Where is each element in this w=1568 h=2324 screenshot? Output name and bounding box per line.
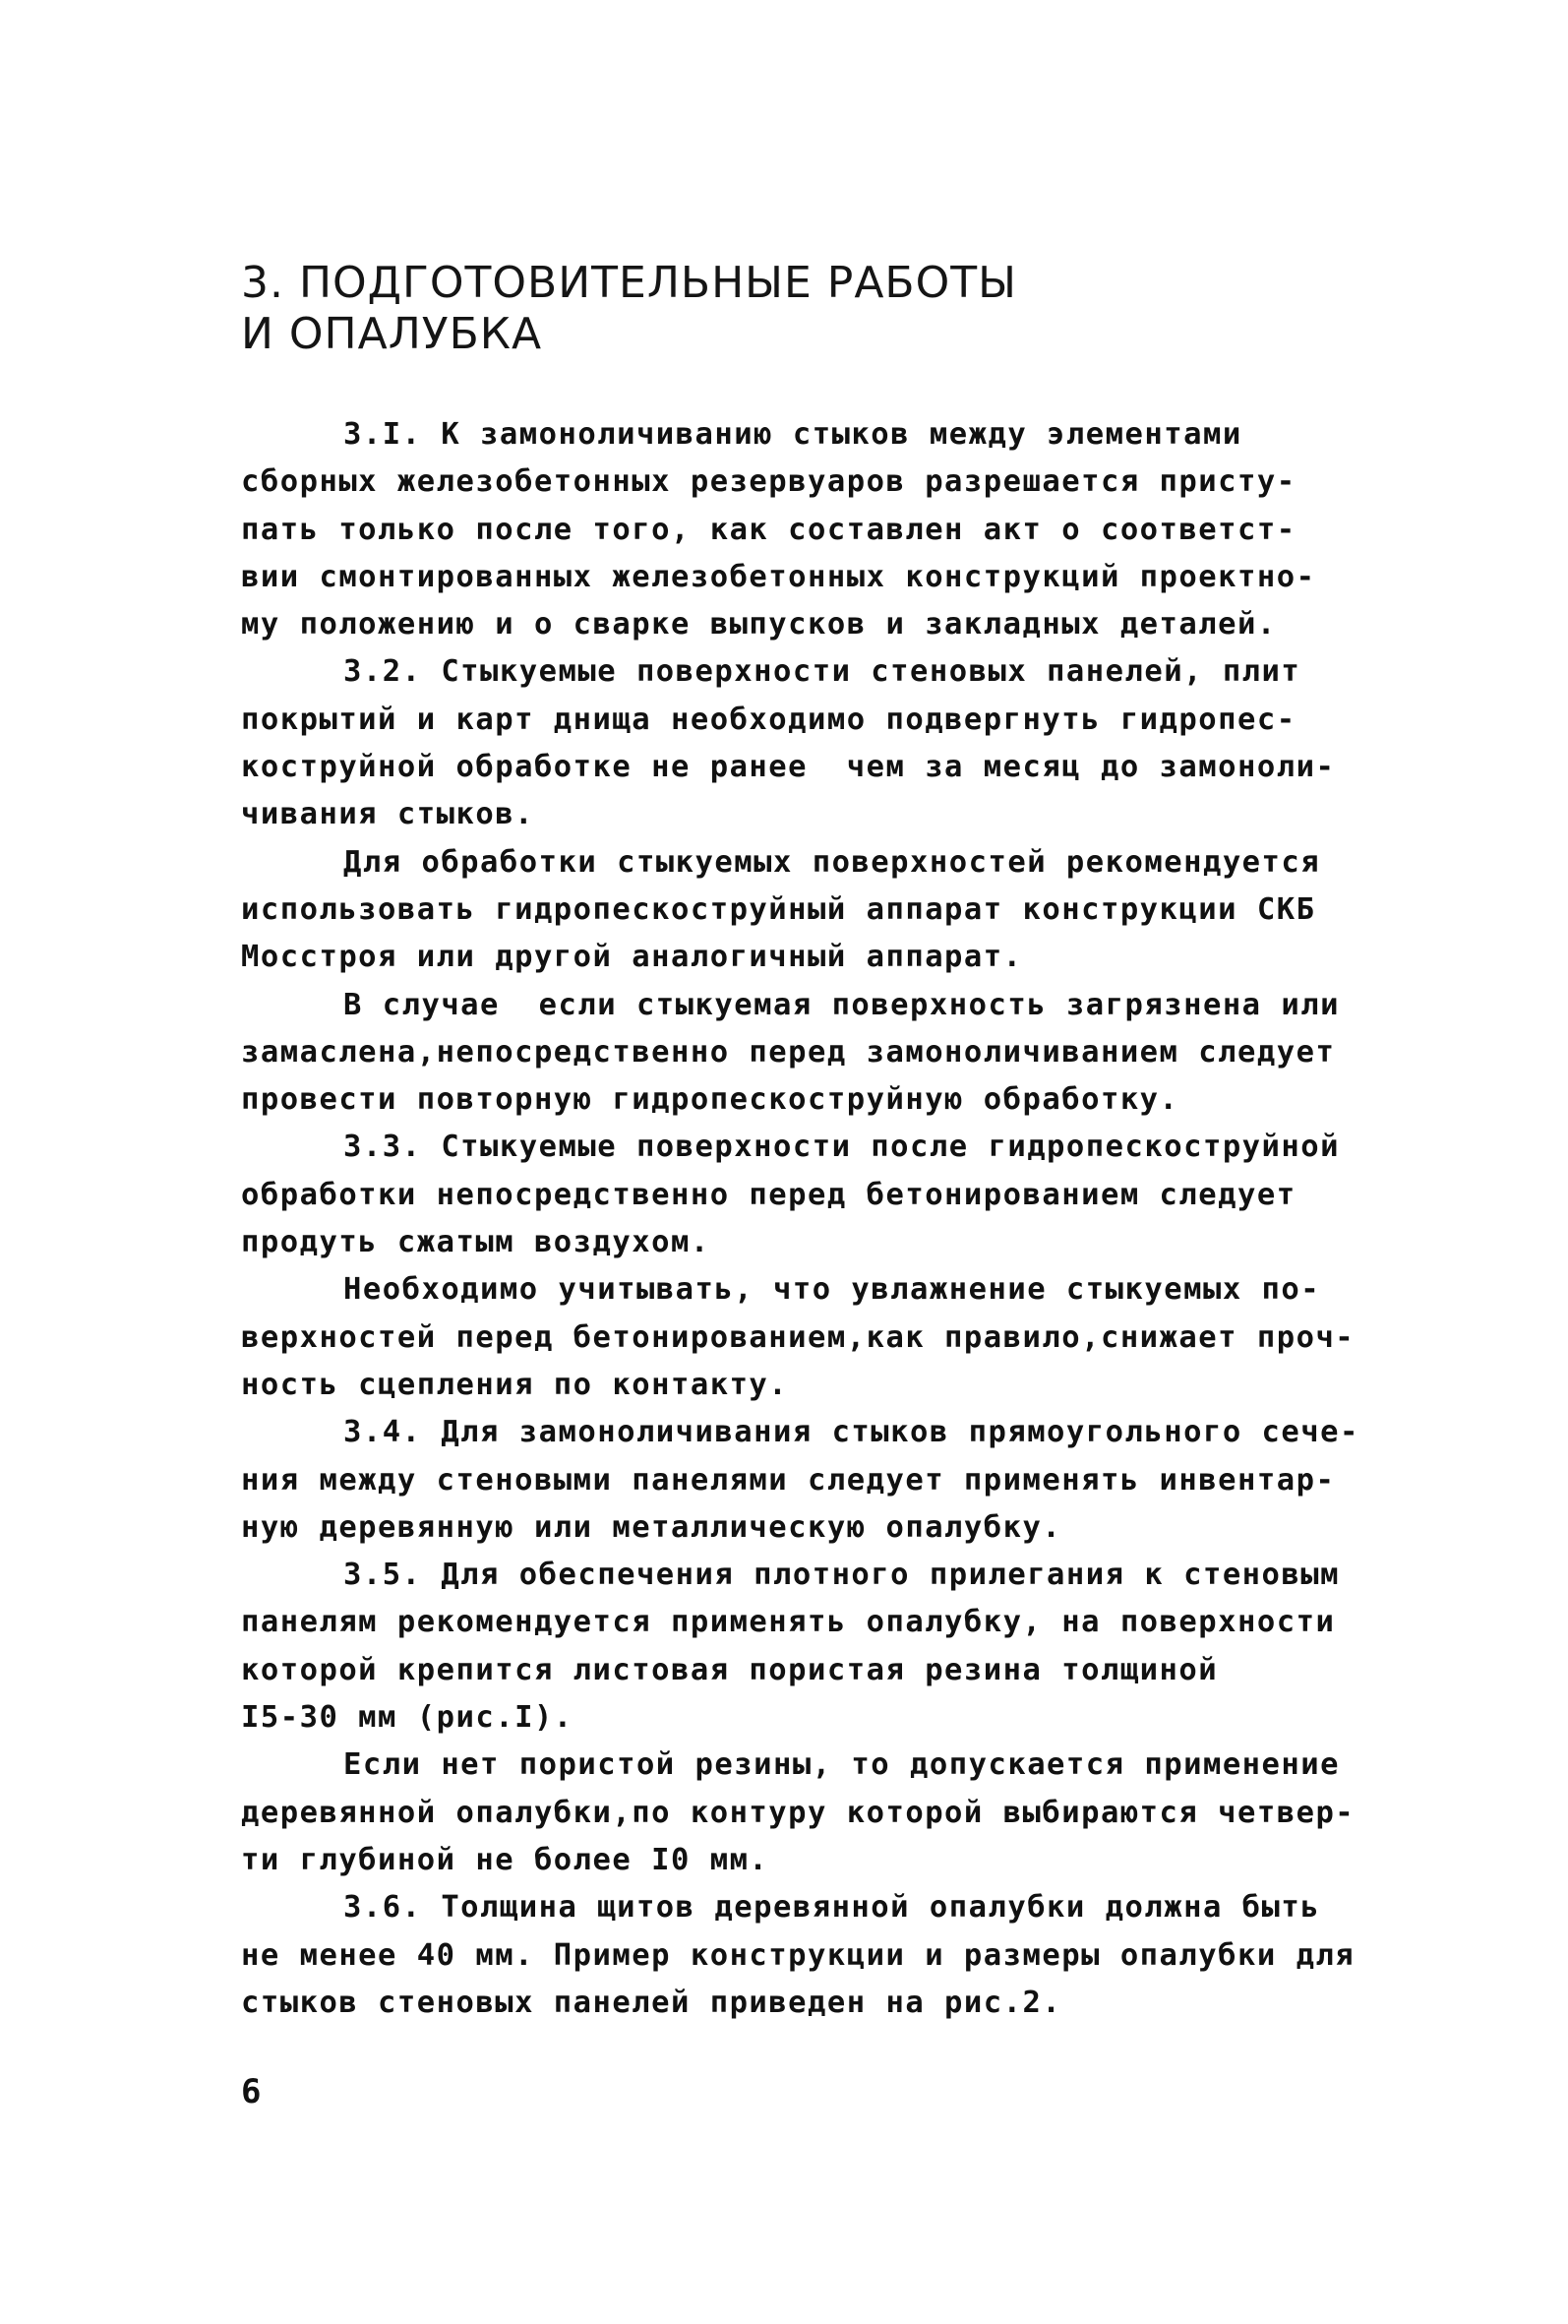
text-line: 3.3. Стыкуемые поверхности после гидропескоструйной xyxy=(343,1130,1340,1165)
text-line: 3.I. К замоноличиванию стыков между элементами xyxy=(343,417,1242,452)
text-line: Необходимо учитывать, что увлажнение стыкуемых по- xyxy=(343,1272,1321,1308)
text-line: ния между стеновыми панелями следует применять инвентар- xyxy=(241,1462,1336,1498)
page-number: 6 xyxy=(241,2072,262,2111)
section-heading-line-2: И ОПАЛУБКА xyxy=(241,309,543,359)
text-line: Для обработки стыкуемых поверхностей рекомендуется xyxy=(343,844,1321,880)
text-line: панелям рекомендуется применять опалубку, на поверхности xyxy=(241,1605,1336,1640)
text-line: Если нет пористой резины, то допускается применение xyxy=(343,1747,1340,1783)
text-line: 3.6. Толщина щитов деревянной опалубки должна быть xyxy=(343,1890,1321,1926)
text-line: покрытий и карт днища необходимо подвергнуть гидропес- xyxy=(241,702,1297,737)
text-line: му положению и о сварке выпусков и закладных деталей. xyxy=(241,607,1277,642)
text-line: сборных железобетонных резервуаров разрешается присту- xyxy=(241,464,1297,500)
text-line: использовать гидропескоструйный аппарат конструкции СКБ xyxy=(241,891,1316,927)
text-line: пать только после того, как составлен акт о соответст- xyxy=(241,512,1297,547)
text-line: продуть сжатым воздухом. xyxy=(241,1225,710,1260)
text-line: Мосстроя или другой аналогичный аппарат. xyxy=(241,940,1023,975)
text-line: ти глубиной не более I0 мм. xyxy=(241,1842,769,1877)
text-line: верхностей перед бетонированием,как правило,снижает проч- xyxy=(241,1319,1356,1355)
text-line: 3.4. Для замоноличивания стыков прямоугольного сече- xyxy=(343,1415,1359,1450)
text-line: 3.5. Для обеспечения плотного прилегания к стеновым xyxy=(343,1558,1340,1593)
text-line: обработки непосредственно перед бетонированием следует xyxy=(241,1177,1297,1212)
body-text xyxy=(241,411,1382,2027)
text-line: чивания стыков. xyxy=(241,797,534,832)
text-line: замаслена,непосредственно перед замоноличиванием следует xyxy=(241,1034,1336,1070)
text-line: 3.2. Стыкуемые поверхности стеновых панелей, плит xyxy=(343,654,1301,690)
text-line: I5-30 мм (рис.I). xyxy=(241,1700,573,1736)
text-line: не менее 40 мм. Пример конструкции и размеры опалубки для xyxy=(241,1937,1356,1973)
text-line: вии смонтированных железобетонных конструкций проектно- xyxy=(241,559,1316,594)
section-heading xyxy=(241,258,1372,360)
text-line: ную деревянную или металлическую опалубку. xyxy=(241,1509,1062,1545)
text-line: провести повторную гидропескоструйную обработку. xyxy=(241,1082,1179,1118)
text-line: ность сцепления по контакту. xyxy=(241,1367,789,1402)
text-line: деревянной опалубки,по контуру которой выбираются четвер- xyxy=(241,1795,1356,1830)
text-line: коструйной обработке не ранее чем за месяц до замоноли- xyxy=(241,750,1336,785)
text-line: В случае если стыкуемая поверхность загрязнена или xyxy=(343,987,1340,1022)
text-line: стыков стеновых панелей приведен на рис.2. xyxy=(241,1985,1062,2020)
section-heading-line-1: 3. ПОДГОТОВИТЕЛЬНЫЕ РАБОТЫ xyxy=(241,258,1017,308)
text-line: которой крепится листовая пористая резина толщиной xyxy=(241,1652,1219,1687)
